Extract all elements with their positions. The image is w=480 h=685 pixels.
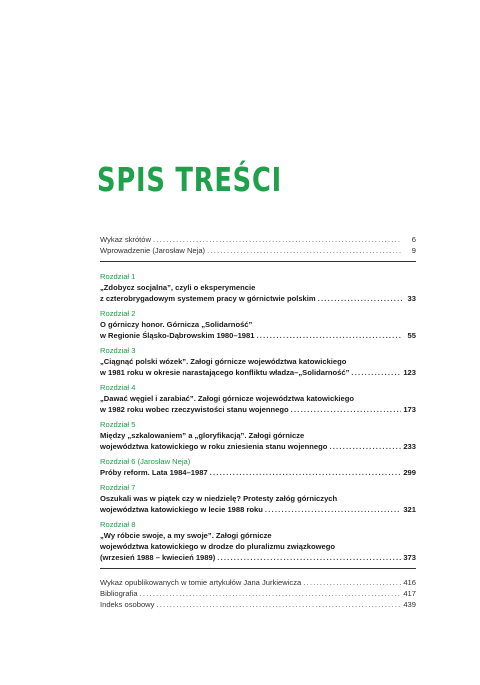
page-number: 417: [403, 589, 416, 598]
page-number: 299: [403, 468, 416, 477]
table-of-contents: [100, 234, 416, 610]
chapter-label: Rozdział 4: [100, 383, 136, 392]
dot-leader: [256, 330, 402, 341]
entry-text: Wykaz skrótów: [100, 235, 151, 244]
chapter-label: Rozdział 5: [100, 420, 136, 429]
front-matter: [100, 234, 416, 256]
chapter-title-line: „Dawać węgiel i zarabiać”. Załogi górnicze województwa katowickiego: [100, 394, 355, 403]
chapter-title: [100, 467, 416, 478]
toc-entry: [100, 441, 416, 452]
toc-entry: [100, 330, 416, 341]
toc-entry: [100, 245, 416, 256]
entry-text: w 1981 roku w okresie narastającego konfliktu władza–„Solidarność”: [100, 368, 350, 377]
chapter-entry: [100, 382, 416, 415]
page-number: 9: [411, 246, 416, 255]
chapter-title: [100, 430, 416, 452]
chapter-entry: [100, 456, 416, 478]
toc-entry: [100, 293, 416, 304]
dot-leader: [210, 467, 402, 478]
entry-text: Bibliografia: [100, 589, 138, 598]
entry-text: Indeks osobowy: [100, 600, 155, 609]
chapter-title-line: O górniczy honor. Górnicza „Solidarność”: [100, 320, 253, 329]
chapter-title: [100, 530, 416, 563]
entry-text: województwa katowickiego w lecie 1988 roku: [100, 505, 263, 514]
toc-entry: [100, 467, 416, 478]
entry-text: Próby reform. Lata 1984–1987: [100, 468, 208, 477]
chapter-label: Rozdział 1: [100, 272, 136, 281]
dot-leader: [351, 367, 401, 378]
chapter-title-line: województwa katowickiego w drodze do pluralizmu związkowego: [100, 542, 336, 551]
chapter-title: [100, 356, 416, 378]
chapter-label: Rozdział 8: [100, 520, 136, 529]
chapter-entry: [100, 308, 416, 341]
chapter-entry: [100, 419, 416, 452]
chapter-title: [100, 282, 416, 304]
dot-leader: [291, 404, 402, 415]
page-title: SPIS TREŚCI: [97, 160, 283, 199]
page-number: 123: [403, 368, 416, 377]
toc-entry: [100, 552, 416, 563]
entry-text: Wprowadzenie (Jarosław Neja): [100, 246, 206, 255]
entry-text: w Regionie Śląsko-Dąbrowskim 1980–1981: [100, 331, 255, 340]
chapter-label: Rozdział 3: [100, 346, 136, 355]
dot-leader: [329, 441, 401, 452]
dot-leader: [265, 504, 401, 515]
chapter-title-line: Między „szkalowaniem” a „gloryfikacją”. Załogi górnicze: [100, 431, 305, 440]
chapter-title-line: „Ciągnąć polski wózek”. Załogi górnicze województwa katowickiego: [100, 357, 347, 366]
dot-leader: [217, 552, 401, 563]
dot-leader: [153, 234, 402, 245]
chapter-title: [100, 393, 416, 415]
page-number: 321: [403, 505, 416, 514]
dot-leader: [318, 293, 402, 304]
page-number: 6: [411, 235, 416, 244]
toc-entry: [100, 404, 416, 415]
chapter-title-line: „Zdobycz socjalna”, czyli o eksperymencie: [100, 283, 256, 292]
chapter-entry: [100, 519, 416, 563]
dot-leader: [140, 588, 402, 599]
toc-entry: [100, 577, 416, 588]
chapter-entry: [100, 271, 416, 304]
page-number: 373: [403, 553, 416, 562]
chapter-label: Rozdział 6 (Jarosław Neja): [100, 457, 191, 466]
page-number: 173: [403, 405, 416, 414]
toc-entry: [100, 599, 416, 610]
dot-leader: [156, 599, 401, 610]
toc-entry: [100, 504, 416, 515]
back-matter: [100, 577, 416, 610]
page-number: 55: [407, 331, 416, 340]
entry-text: w 1982 roku wobec rzeczywistości stanu wojennego: [100, 405, 289, 414]
dot-leader: [207, 245, 402, 256]
chapter-title-line: „Wy róbcie swoje, a my swoje”. Załogi górnicze: [100, 531, 272, 540]
chapter-title: [100, 319, 416, 341]
toc-entry: [100, 588, 416, 599]
toc-entry: [100, 367, 416, 378]
entry-text: (wrzesień 1988 – kwiecień 1989): [100, 553, 216, 562]
entry-text: województwa katowickiego w roku zniesienia stanu wojennego: [100, 442, 328, 451]
toc-entry: [100, 234, 416, 245]
page-number: 233: [403, 442, 416, 451]
chapter-entry: [100, 482, 416, 515]
entry-text: z czterobrygadowym systemem pracy w górnictwie polskim: [100, 294, 316, 303]
chapter-label: Rozdział 2: [100, 309, 136, 318]
chapter-entry: [100, 345, 416, 378]
entry-text: Wykaz opublikowanych w tomie artykułów Jana Jurkiewicza: [100, 578, 302, 587]
page-number: 439: [403, 600, 416, 609]
page-number: 416: [403, 578, 416, 587]
chapter-label: Rozdział 7: [100, 483, 136, 492]
dot-leader: [303, 577, 401, 588]
chapter-title-line: Oszukali was w piątek czy w niedzielę? Protesty załóg górniczych: [100, 494, 338, 503]
chapter-list: [100, 271, 416, 563]
page-number: 33: [407, 294, 416, 303]
chapter-title: [100, 493, 416, 515]
